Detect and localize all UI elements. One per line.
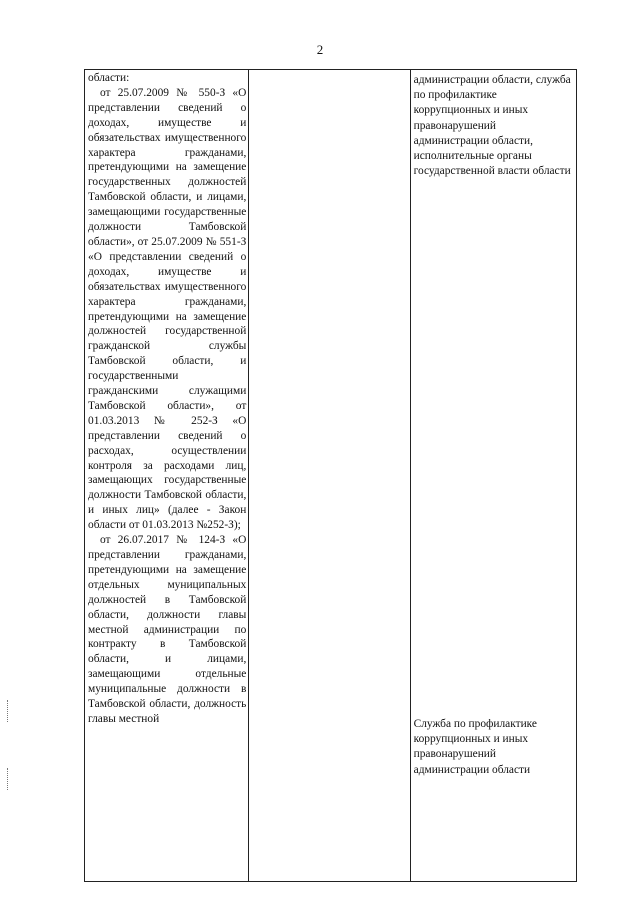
paragraph: от 26.07.2017 № 124-З «О представлении гражданами, претендующими на замещение отдельных муниципальных должностей в Тамбовской области, должности главы местной администрации по контракту в Тамбовской области, и лицами, замещающими отдельные муниципальные должности в Тамбовской области, должность главы местной (88, 534, 247, 725)
page-number: 2 (316, 42, 324, 57)
scan-margin-mark (7, 700, 9, 722)
paragraph: от 25.07.2009 № 550-З «О представлении сведений о доходах, имуществе и обязательствах имущественного характера гражданами, претендующими на замещение государственных должностей Тамбовской области, и лицами, замещающими государственные должности Тамбовской области», от 25.07.2009 № 551-З «О представлении сведений о доходах, имуществе и обязательствах имущественного характера гражданами, претендующими на замещение должностей государственной гражданской службы Тамбовской области, и государственными гражданскими служащими Тамбовской области», от 01.03.2013 № 252-З «О представлении сведений о расходах, осуществлении контроля за расходами лиц, замещающих государственные должности Тамбовской области, и иных лиц» (далее - Закон области от 01.03.2013 №252-З); (88, 86, 247, 532)
table-row (85, 70, 577, 882)
table-cell-text (85, 70, 249, 882)
paragraph: области: (88, 72, 130, 84)
table-cell-executors (410, 70, 576, 882)
executors-text: Служба по профилактике коррупционных и иных правонарушений администрации области (413, 718, 537, 776)
executors-text: администрации области, служба по профилактике коррупционных и иных правонарушений администрации области, исполнительные органы государственной власти области (413, 74, 571, 178)
legal-acts-text (85, 70, 248, 727)
scan-margin-mark (7, 768, 9, 790)
table-cell-empty (249, 70, 410, 882)
document-table (84, 69, 577, 882)
